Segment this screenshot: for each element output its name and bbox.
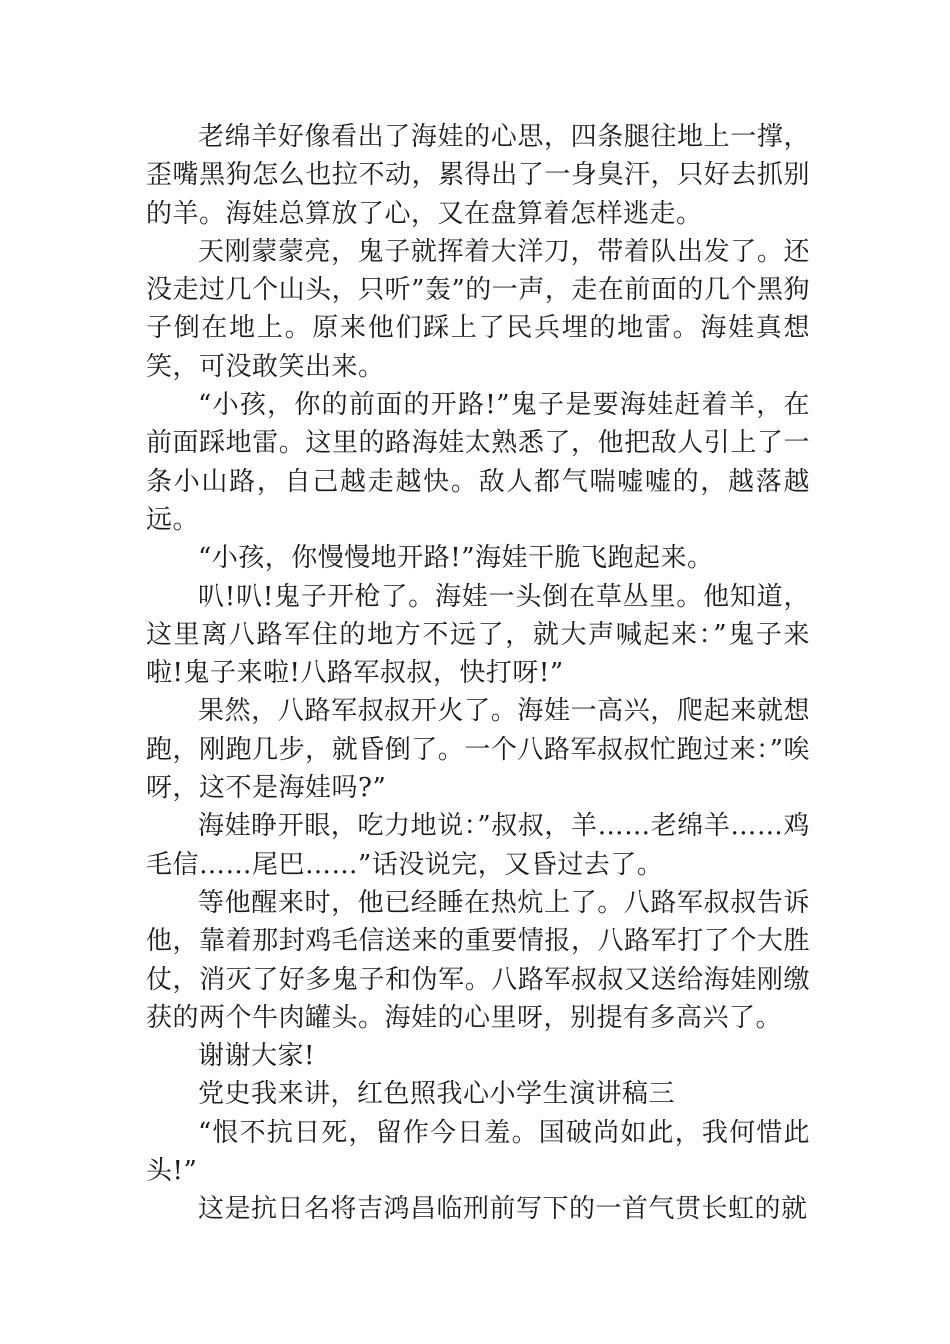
- document-body: [146, 118, 810, 1229]
- paragraph-5: 叭!叭!鬼子开枪了。海娃一头倒在草丛里。他知道，这里离八路军住的地方不远了，就大声喊起来：”鬼子来啦!鬼子来啦!八路军叔叔，快打呀!”: [146, 581, 810, 689]
- paragraph-7: 海娃睁开眼，吃力地说：”叔叔，羊……老绵羊……鸡毛信……尾巴……”话没说完，又昏过去了。: [146, 811, 810, 880]
- paragraph-6: 果然，八路军叔叔开火了。海娃一高兴，爬起来就想跑，刚跑几步，就昏倒了。一个八路军叔叔忙跑过来：”唉呀，这不是海娃吗?”: [146, 696, 810, 804]
- paragraph-2: 天刚蒙蒙亮，鬼子就挥着大洋刀，带着队出发了。还没走过几个山头，只听”轰”的一声，走在前面的几个黑狗子倒在地上。原来他们踩上了民兵埋的地雷。海娃真想笑，可没敢笑出来。: [146, 236, 810, 382]
- paragraph-8: 等他醒来时，他已经睡在热炕上了。八路军叔叔告诉他，靠着那封鸡毛信送来的重要情报，八路军打了个大胜仗，消灭了好多鬼子和伪军。八路军叔叔又送给海娃刚缴获的两个牛肉罐头。海娃的心里呀，别提有多高兴了。: [146, 887, 810, 1033]
- paragraph-1: 老绵羊好像看出了海娃的心思，四条腿往地上一撑，歪嘴黑狗怎么也拉不动，累得出了一身臭汗，只好去抓别的羊。海娃总算放了心，又在盘算着怎样逃走。: [146, 122, 810, 229]
- paragraph-4: “小孩，你慢慢地开路!”海娃干脆飞跑起来。: [198, 543, 714, 574]
- section-title: 党史我来讲，红色照我心小学生演讲稿三: [198, 1079, 676, 1110]
- closing-thanks: 谢谢大家!: [198, 1041, 315, 1072]
- poem-quote: “恨不抗日死，留作今日羞。国破尚如此，我何惜此头!”: [146, 1117, 810, 1187]
- paragraph-continuation: 这是抗日名将吉鸿昌临刑前写下的一首气贯长虹的就: [198, 1194, 808, 1225]
- paragraph-3: “小孩，你的前面的开路!”鬼子是要海娃赶着羊，在前面踩地雷。这里的路海娃太熟悉了，他把敌人引上了一条小山路，自己越走越快。敌人都气喘嘘嘘的，越落越远。: [146, 390, 810, 535]
